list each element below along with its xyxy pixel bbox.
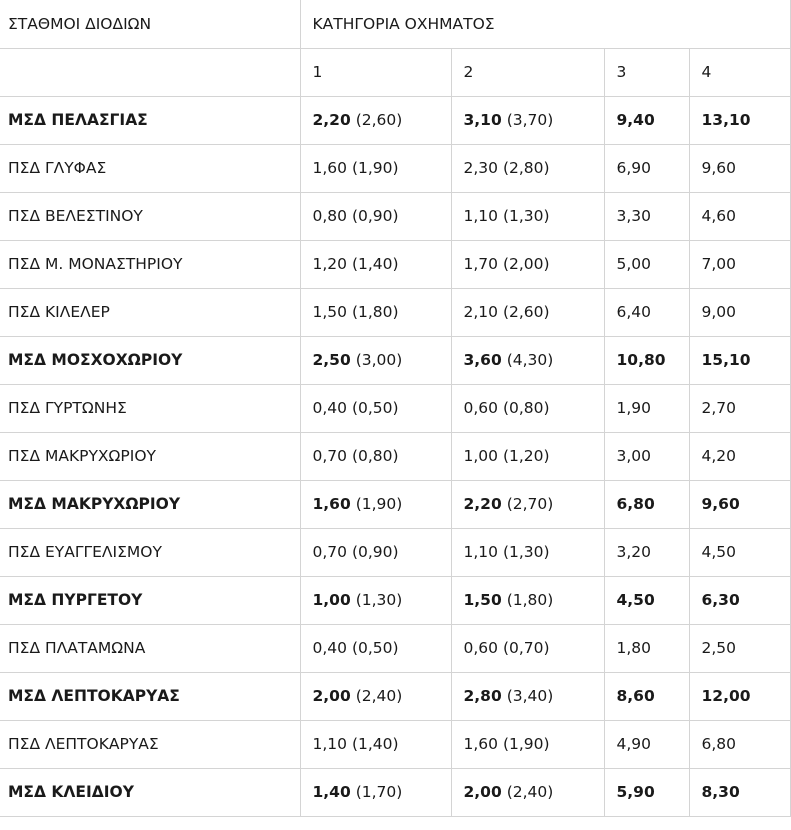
category-column-header: ΚΑΤΗΓΟΡΙΑ ΟΧΗΜΑΤΟΣ bbox=[300, 0, 790, 48]
category-1-price-cell bbox=[300, 288, 451, 336]
category-1-price-cell bbox=[300, 240, 451, 288]
category-4-price-cell bbox=[689, 288, 790, 336]
table-row bbox=[0, 192, 790, 240]
price-alt-value: (1,90) bbox=[355, 495, 403, 513]
price-value: 1,70 bbox=[463, 255, 499, 273]
price-value: 1,00 bbox=[463, 447, 499, 465]
price-alt-value: (3,70) bbox=[506, 111, 554, 129]
price-value: 1,20 bbox=[312, 255, 348, 273]
category-4-header: 4 bbox=[689, 48, 790, 96]
price-value: 2,20 bbox=[463, 495, 502, 513]
price-value: 4,90 bbox=[616, 735, 652, 753]
category-2-price-cell bbox=[451, 672, 604, 720]
price-value: 5,90 bbox=[616, 783, 655, 801]
category-2-price-cell bbox=[451, 144, 604, 192]
price-value: 8,60 bbox=[616, 687, 655, 705]
price-value: 6,90 bbox=[616, 159, 652, 177]
category-4-price-cell bbox=[689, 144, 790, 192]
category-3-price-cell bbox=[604, 720, 689, 768]
category-4-price-cell bbox=[689, 480, 790, 528]
category-2-price-cell bbox=[451, 288, 604, 336]
station-name-cell: ΜΣΔ ΜΟΣΧΟΧΩΡΙΟΥ bbox=[0, 336, 300, 384]
category-4-price-cell bbox=[689, 576, 790, 624]
category-3-price-cell bbox=[604, 240, 689, 288]
category-1-price-cell bbox=[300, 480, 451, 528]
header-row bbox=[0, 0, 790, 48]
category-4-price-cell bbox=[689, 528, 790, 576]
station-name-cell: ΜΣΔ ΚΛΕΙΔΙΟΥ bbox=[0, 768, 300, 816]
price-value: 9,00 bbox=[701, 303, 737, 321]
price-value: 9,60 bbox=[701, 159, 737, 177]
category-2-price-cell bbox=[451, 96, 604, 144]
price-value: 1,10 bbox=[463, 543, 499, 561]
station-name-cell: ΠΣΔ ΒΕΛΕΣΤΙΝΟΥ bbox=[0, 192, 300, 240]
station-name-cell: ΜΣΔ ΛΕΠΤΟΚΑΡΥΑΣ bbox=[0, 672, 300, 720]
station-name-cell: ΠΣΔ ΠΛΑΤΑΜΩΝΑ bbox=[0, 624, 300, 672]
price-alt-value: (0,80) bbox=[351, 447, 399, 465]
price-value: 2,50 bbox=[701, 639, 737, 657]
category-1-price-cell bbox=[300, 432, 451, 480]
price-value: 4,50 bbox=[701, 543, 737, 561]
category-4-price-cell bbox=[689, 384, 790, 432]
price-value: 0,40 bbox=[312, 639, 348, 657]
table-row bbox=[0, 672, 790, 720]
category-2-price-cell bbox=[451, 480, 604, 528]
table-row bbox=[0, 336, 790, 384]
price-alt-value: (1,80) bbox=[351, 303, 399, 321]
category-1-price-cell bbox=[300, 624, 451, 672]
price-value: 10,80 bbox=[616, 351, 666, 369]
category-4-price-cell bbox=[689, 432, 790, 480]
category-3-price-cell bbox=[604, 384, 689, 432]
price-alt-value: (3,00) bbox=[355, 351, 403, 369]
category-1-price-cell bbox=[300, 720, 451, 768]
price-alt-value: (1,30) bbox=[355, 591, 403, 609]
price-alt-value: (1,40) bbox=[351, 255, 399, 273]
category-4-price-cell bbox=[689, 192, 790, 240]
category-3-price-cell bbox=[604, 336, 689, 384]
price-value: 2,70 bbox=[701, 399, 737, 417]
price-value: 0,40 bbox=[312, 399, 348, 417]
category-2-price-cell bbox=[451, 432, 604, 480]
category-number-row bbox=[0, 48, 790, 96]
price-alt-value: (1,30) bbox=[502, 543, 550, 561]
price-alt-value: (0,80) bbox=[502, 399, 550, 417]
category-1-header: 1 bbox=[300, 48, 451, 96]
price-value: 6,80 bbox=[616, 495, 655, 513]
price-value: 8,30 bbox=[701, 783, 740, 801]
table-row bbox=[0, 96, 790, 144]
category-3-price-cell bbox=[604, 768, 689, 816]
price-alt-value: (1,30) bbox=[502, 207, 550, 225]
empty-header-cell bbox=[0, 48, 300, 96]
category-3-price-cell bbox=[604, 672, 689, 720]
category-4-price-cell bbox=[689, 336, 790, 384]
category-4-price-cell bbox=[689, 96, 790, 144]
price-alt-value: (0,50) bbox=[351, 399, 399, 417]
price-alt-value: (2,60) bbox=[502, 303, 550, 321]
table-row bbox=[0, 144, 790, 192]
category-1-price-cell bbox=[300, 768, 451, 816]
category-1-price-cell bbox=[300, 672, 451, 720]
category-1-price-cell bbox=[300, 336, 451, 384]
category-2-price-cell bbox=[451, 384, 604, 432]
category-2-header: 2 bbox=[451, 48, 604, 96]
price-value: 1,50 bbox=[463, 591, 502, 609]
station-name-cell: ΠΣΔ ΚΙΛΕΛΕΡ bbox=[0, 288, 300, 336]
price-value: 3,60 bbox=[463, 351, 502, 369]
price-value: 4,20 bbox=[701, 447, 737, 465]
station-name-cell: ΠΣΔ ΕΥΑΓΓΕΛΙΣΜΟΥ bbox=[0, 528, 300, 576]
price-value: 7,00 bbox=[701, 255, 737, 273]
station-name-cell: ΠΣΔ ΓΥΡΤΩΝΗΣ bbox=[0, 384, 300, 432]
category-1-price-cell bbox=[300, 576, 451, 624]
station-name-cell: ΠΣΔ ΜΑΚΡΥΧΩΡΙΟΥ bbox=[0, 432, 300, 480]
price-alt-value: (1,90) bbox=[351, 159, 399, 177]
price-value: 0,60 bbox=[463, 399, 499, 417]
price-value: 3,20 bbox=[616, 543, 652, 561]
price-value: 3,30 bbox=[616, 207, 652, 225]
price-value: 4,50 bbox=[616, 591, 655, 609]
price-value: 3,10 bbox=[463, 111, 502, 129]
category-3-price-cell bbox=[604, 528, 689, 576]
price-value: 15,10 bbox=[701, 351, 751, 369]
price-alt-value: (0,50) bbox=[351, 639, 399, 657]
price-value: 0,60 bbox=[463, 639, 499, 657]
station-name-cell: ΜΣΔ ΠΕΛΑΣΓΙΑΣ bbox=[0, 96, 300, 144]
price-value: 13,10 bbox=[701, 111, 751, 129]
station-name-cell: ΜΣΔ ΜΑΚΡΥΧΩΡΙΟΥ bbox=[0, 480, 300, 528]
category-3-price-cell bbox=[604, 144, 689, 192]
station-name-cell: ΜΣΔ ΠΥΡΓΕΤΟΥ bbox=[0, 576, 300, 624]
table-row bbox=[0, 720, 790, 768]
price-alt-value: (0,90) bbox=[351, 207, 399, 225]
price-value: 1,50 bbox=[312, 303, 348, 321]
price-value: 1,40 bbox=[312, 783, 351, 801]
category-4-price-cell bbox=[689, 768, 790, 816]
price-alt-value: (1,20) bbox=[502, 447, 550, 465]
price-value: 1,80 bbox=[616, 639, 652, 657]
price-value: 1,60 bbox=[312, 159, 348, 177]
price-value: 1,60 bbox=[312, 495, 351, 513]
category-4-price-cell bbox=[689, 624, 790, 672]
category-3-header: 3 bbox=[604, 48, 689, 96]
category-1-price-cell bbox=[300, 192, 451, 240]
price-value: 1,00 bbox=[312, 591, 351, 609]
price-value: 5,00 bbox=[616, 255, 652, 273]
price-alt-value: (2,70) bbox=[506, 495, 554, 513]
table-row bbox=[0, 384, 790, 432]
station-column-header: ΣΤΑΘΜΟΙ ΔΙΟΔΙΩΝ bbox=[0, 0, 300, 48]
price-value: 9,40 bbox=[616, 111, 655, 129]
station-name-cell: ΠΣΔ ΛΕΠΤΟΚΑΡΥΑΣ bbox=[0, 720, 300, 768]
price-value: 6,40 bbox=[616, 303, 652, 321]
price-value: 0,70 bbox=[312, 447, 348, 465]
category-2-price-cell bbox=[451, 720, 604, 768]
table-row bbox=[0, 432, 790, 480]
category-3-price-cell bbox=[604, 576, 689, 624]
price-alt-value: (2,40) bbox=[506, 783, 554, 801]
price-value: 2,00 bbox=[312, 687, 351, 705]
category-1-price-cell bbox=[300, 144, 451, 192]
price-value: 1,90 bbox=[616, 399, 652, 417]
price-value: 2,10 bbox=[463, 303, 499, 321]
category-2-price-cell bbox=[451, 240, 604, 288]
category-1-price-cell bbox=[300, 528, 451, 576]
category-3-price-cell bbox=[604, 288, 689, 336]
table-row bbox=[0, 768, 790, 816]
price-value: 2,80 bbox=[463, 687, 502, 705]
category-2-price-cell bbox=[451, 336, 604, 384]
price-value: 12,00 bbox=[701, 687, 751, 705]
price-value: 2,30 bbox=[463, 159, 499, 177]
category-3-price-cell bbox=[604, 624, 689, 672]
category-2-price-cell bbox=[451, 624, 604, 672]
price-alt-value: (1,40) bbox=[351, 735, 399, 753]
price-value: 1,60 bbox=[463, 735, 499, 753]
price-alt-value: (2,40) bbox=[355, 687, 403, 705]
price-alt-value: (0,90) bbox=[351, 543, 399, 561]
price-alt-value: (2,00) bbox=[502, 255, 550, 273]
category-2-price-cell bbox=[451, 192, 604, 240]
category-1-price-cell bbox=[300, 384, 451, 432]
category-3-price-cell bbox=[604, 192, 689, 240]
price-alt-value: (2,60) bbox=[355, 111, 403, 129]
category-2-price-cell bbox=[451, 528, 604, 576]
category-1-price-cell bbox=[300, 96, 451, 144]
station-name-cell: ΠΣΔ ΓΛΥΦΑΣ bbox=[0, 144, 300, 192]
category-4-price-cell bbox=[689, 720, 790, 768]
price-value: 0,80 bbox=[312, 207, 348, 225]
station-name-cell: ΠΣΔ Μ. ΜΟΝΑΣΤΗΡΙΟΥ bbox=[0, 240, 300, 288]
category-3-price-cell bbox=[604, 480, 689, 528]
category-4-price-cell bbox=[689, 240, 790, 288]
category-2-price-cell bbox=[451, 576, 604, 624]
category-2-price-cell bbox=[451, 768, 604, 816]
price-value: 1,10 bbox=[463, 207, 499, 225]
price-alt-value: (1,90) bbox=[502, 735, 550, 753]
price-value: 9,60 bbox=[701, 495, 740, 513]
price-alt-value: (0,70) bbox=[502, 639, 550, 657]
price-value: 1,10 bbox=[312, 735, 348, 753]
price-value: 3,00 bbox=[616, 447, 652, 465]
table-row bbox=[0, 288, 790, 336]
price-alt-value: (3,40) bbox=[506, 687, 554, 705]
price-value: 6,80 bbox=[701, 735, 737, 753]
table-row bbox=[0, 624, 790, 672]
category-3-price-cell bbox=[604, 432, 689, 480]
table-row bbox=[0, 528, 790, 576]
price-value: 6,30 bbox=[701, 591, 740, 609]
price-alt-value: (4,30) bbox=[506, 351, 554, 369]
price-value: 2,20 bbox=[312, 111, 351, 129]
table-row bbox=[0, 480, 790, 528]
price-value: 4,60 bbox=[701, 207, 737, 225]
price-value: 2,00 bbox=[463, 783, 502, 801]
category-4-price-cell bbox=[689, 672, 790, 720]
category-3-price-cell bbox=[604, 96, 689, 144]
price-alt-value: (1,80) bbox=[506, 591, 554, 609]
price-value: 2,50 bbox=[312, 351, 351, 369]
table-row bbox=[0, 576, 790, 624]
price-value: 0,70 bbox=[312, 543, 348, 561]
price-alt-value: (1,70) bbox=[355, 783, 403, 801]
table-row bbox=[0, 240, 790, 288]
price-alt-value: (2,80) bbox=[502, 159, 550, 177]
